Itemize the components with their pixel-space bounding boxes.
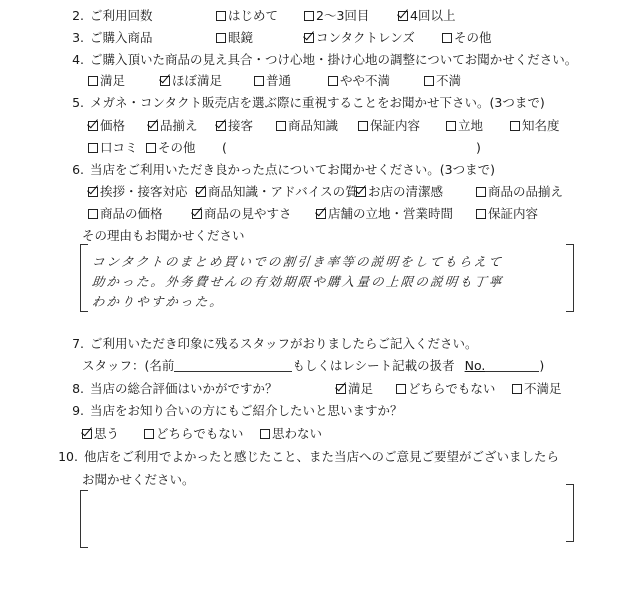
question-10-label-continued: お聞かせください。 [82, 472, 195, 487]
checkbox[interactable] [192, 209, 202, 219]
option-product-price[interactable] [88, 206, 163, 222]
checkbox[interactable] [356, 187, 366, 197]
checkbox[interactable] [260, 429, 270, 439]
question-number: 8. [72, 381, 84, 396]
option-label: 挨拶・接客対応 [100, 184, 188, 199]
option-2-3-times[interactable] [304, 8, 369, 24]
option-label: 商品の品揃え [488, 184, 564, 199]
option-label: 価格 [100, 118, 126, 133]
option-4-plus[interactable] [398, 8, 455, 24]
opinion-box-left-bracket [80, 490, 88, 548]
or-label: もしくはレシート記載の扱者 [292, 358, 455, 373]
option-label: 2～3回目 [316, 8, 370, 23]
reason-label: その理由もお聞かせください [82, 228, 245, 243]
option-cleanliness[interactable] [356, 184, 443, 200]
checkbox[interactable] [424, 76, 434, 86]
checkbox[interactable] [476, 187, 486, 197]
option-product-visibility[interactable] [192, 206, 292, 222]
question-number: 3. [72, 30, 84, 45]
checkbox[interactable] [146, 143, 156, 153]
question-number: 6. [72, 162, 84, 177]
staff-name-input[interactable] [174, 371, 292, 372]
option-word-of-mouth[interactable] [88, 140, 138, 156]
option-warranty[interactable] [476, 206, 538, 222]
checkbox[interactable] [512, 384, 522, 394]
option-label: 商品の価格 [100, 206, 163, 221]
option-product-advice[interactable] [196, 184, 358, 200]
checkbox[interactable] [196, 187, 206, 197]
checkbox[interactable] [216, 11, 226, 21]
checkbox[interactable] [88, 121, 98, 131]
option-label: ほぼ満足 [172, 73, 223, 88]
checkbox[interactable] [160, 76, 170, 86]
checkbox[interactable] [398, 11, 408, 21]
question-number: 2. [72, 8, 84, 23]
staff-line [82, 358, 544, 374]
option-label: 思う [94, 426, 120, 441]
option-label: 満足 [100, 73, 126, 88]
option-label: 保証内容 [370, 118, 421, 133]
option-product-range[interactable] [476, 184, 563, 200]
checkbox[interactable] [144, 429, 154, 439]
option-label: どちらでもない [156, 426, 244, 441]
question-8 [62, 381, 278, 397]
question-label: ご利用回数 [90, 8, 153, 23]
option-brand-recognition[interactable] [510, 118, 560, 134]
checkbox[interactable] [396, 384, 406, 394]
question-label: 当店をご利用いただき良かった点についてお聞かせください。(3つまで) [90, 162, 495, 177]
close-paren: ) [539, 358, 545, 373]
option-label: 思わない [272, 426, 323, 441]
option-selection[interactable] [148, 118, 198, 134]
question-5 [62, 95, 545, 111]
option-label: その他 [158, 140, 196, 155]
checkbox[interactable] [82, 429, 92, 439]
option-label: 不満 [436, 73, 462, 88]
checkbox[interactable] [216, 33, 226, 43]
option-label: 満足 [348, 381, 374, 396]
option-other[interactable] [442, 30, 492, 46]
checkbox[interactable] [304, 33, 314, 43]
question-label: 当店をお知り合いの方にもご紹介したいと思いますか？ [90, 403, 403, 418]
option-neutral[interactable] [144, 426, 243, 442]
checkbox[interactable] [148, 121, 158, 131]
checkbox[interactable] [446, 121, 456, 131]
handwritten-line-1: コンタクトのまとめ買いでの割引き率等の説明をしてもらえて [91, 254, 504, 269]
reason-textarea[interactable] [86, 246, 564, 310]
question-6 [62, 162, 495, 178]
checkbox[interactable] [88, 187, 98, 197]
checkbox[interactable] [476, 209, 486, 219]
option-price[interactable] [88, 118, 125, 134]
option-label: どちらでもない [408, 381, 496, 396]
question-label: ご購入商品 [90, 30, 153, 45]
option-normal[interactable] [254, 73, 291, 89]
option-somewhat-dissatisfied[interactable] [328, 73, 390, 89]
checkbox[interactable] [328, 76, 338, 86]
staff-number-input[interactable] [485, 371, 539, 372]
option-contact-lenses[interactable] [304, 30, 415, 46]
other-open-paren: ( [222, 140, 227, 155]
other-input-area[interactable] [232, 138, 472, 156]
option-dissatisfied[interactable] [424, 73, 461, 89]
question-number: 7. [72, 336, 84, 351]
checkbox[interactable] [88, 143, 98, 153]
option-label: やや不満 [340, 73, 391, 88]
question-label: 他店をご利用でよかったと感じたこと、また当店へのご意見ご要望がございましたら [84, 449, 560, 464]
option-label: 立地 [458, 118, 484, 133]
handwritten-line-3: わかりやすかった。 [91, 294, 226, 309]
question-label: ご購入頂いた商品の見え具合・つけ心地・掛け心地の調整についてお聞かせください。 [90, 52, 578, 67]
option-no[interactable] [260, 426, 322, 442]
option-label: 口コミ [100, 140, 138, 155]
question-4 [62, 52, 577, 68]
option-label: 店舗の立地・営業時間 [328, 206, 454, 221]
opinion-textarea[interactable] [88, 490, 564, 546]
number-label: No. [464, 358, 486, 373]
reason-box-right-bracket [566, 244, 574, 312]
option-mostly-satisfied[interactable] [160, 73, 222, 89]
option-label: 商品の見やすさ [204, 206, 292, 221]
option-other[interactable] [146, 140, 196, 156]
question-number: 9. [72, 403, 84, 418]
option-glasses[interactable] [216, 30, 253, 46]
option-first-time[interactable] [216, 8, 278, 24]
option-label: 知名度 [522, 118, 560, 133]
question-label: ご利用いただき印象に残るスタッフがおりましたらご記入ください。 [90, 336, 478, 351]
option-neutral[interactable] [396, 381, 495, 397]
checkbox[interactable] [216, 121, 226, 131]
other-close-paren: ) [476, 140, 481, 155]
checkbox[interactable] [304, 11, 314, 21]
option-satisfied[interactable] [88, 73, 125, 89]
question-label: メガネ・コンタクト販売店を選ぶ際に重視することをお聞かせ下さい。(3つまで) [90, 95, 545, 110]
question-number: 4. [72, 52, 84, 67]
option-location[interactable] [446, 118, 483, 134]
checkbox[interactable] [88, 209, 98, 219]
option-label: 不満足 [524, 381, 562, 396]
option-label: 接客 [228, 118, 254, 133]
option-satisfied[interactable] [336, 381, 373, 397]
checkbox[interactable] [276, 121, 286, 131]
option-label: お店の清潔感 [368, 184, 444, 199]
option-label: その他 [454, 30, 492, 45]
opinion-box-right-bracket [566, 484, 574, 542]
option-location-hours[interactable] [316, 206, 453, 222]
checkbox[interactable] [254, 76, 264, 86]
question-label: 当店の総合評価はいかがですか？ [90, 381, 278, 396]
option-label: 4回以上 [410, 8, 456, 23]
option-warranty[interactable] [358, 118, 420, 134]
question-9 [62, 403, 403, 419]
option-label: 品揃え [160, 118, 198, 133]
option-label: 普通 [266, 73, 292, 88]
option-label: 保証内容 [488, 206, 539, 221]
option-service[interactable] [216, 118, 253, 134]
question-3 [62, 30, 153, 46]
handwritten-line-2: 助かった。外务費せんの有効期限や購入量の上限の説明も丁寧 [91, 274, 505, 289]
option-label: 眼鏡 [228, 30, 254, 45]
checkbox[interactable] [442, 33, 452, 43]
checkbox[interactable] [336, 384, 346, 394]
option-label: コンタクトレンズ [316, 30, 415, 45]
question-number: 5. [72, 95, 84, 110]
checkbox[interactable] [510, 121, 520, 131]
checkbox[interactable] [316, 209, 326, 219]
checkbox[interactable] [358, 121, 368, 131]
option-product-knowledge[interactable] [276, 118, 338, 134]
question-number: 10. [58, 449, 78, 464]
option-label: 商品知識・アドバイスの質 [208, 184, 358, 199]
option-dissatisfied[interactable] [512, 381, 562, 397]
checkbox[interactable] [88, 76, 98, 86]
option-label: はじめて [228, 8, 279, 23]
question-2 [62, 8, 153, 24]
question-10 [56, 449, 559, 465]
option-yes[interactable] [82, 426, 119, 442]
option-greeting-service[interactable] [88, 184, 188, 200]
option-label: 商品知識 [288, 118, 339, 133]
question-7 [62, 336, 478, 352]
staff-label: スタッフ：(名前 [82, 358, 175, 373]
